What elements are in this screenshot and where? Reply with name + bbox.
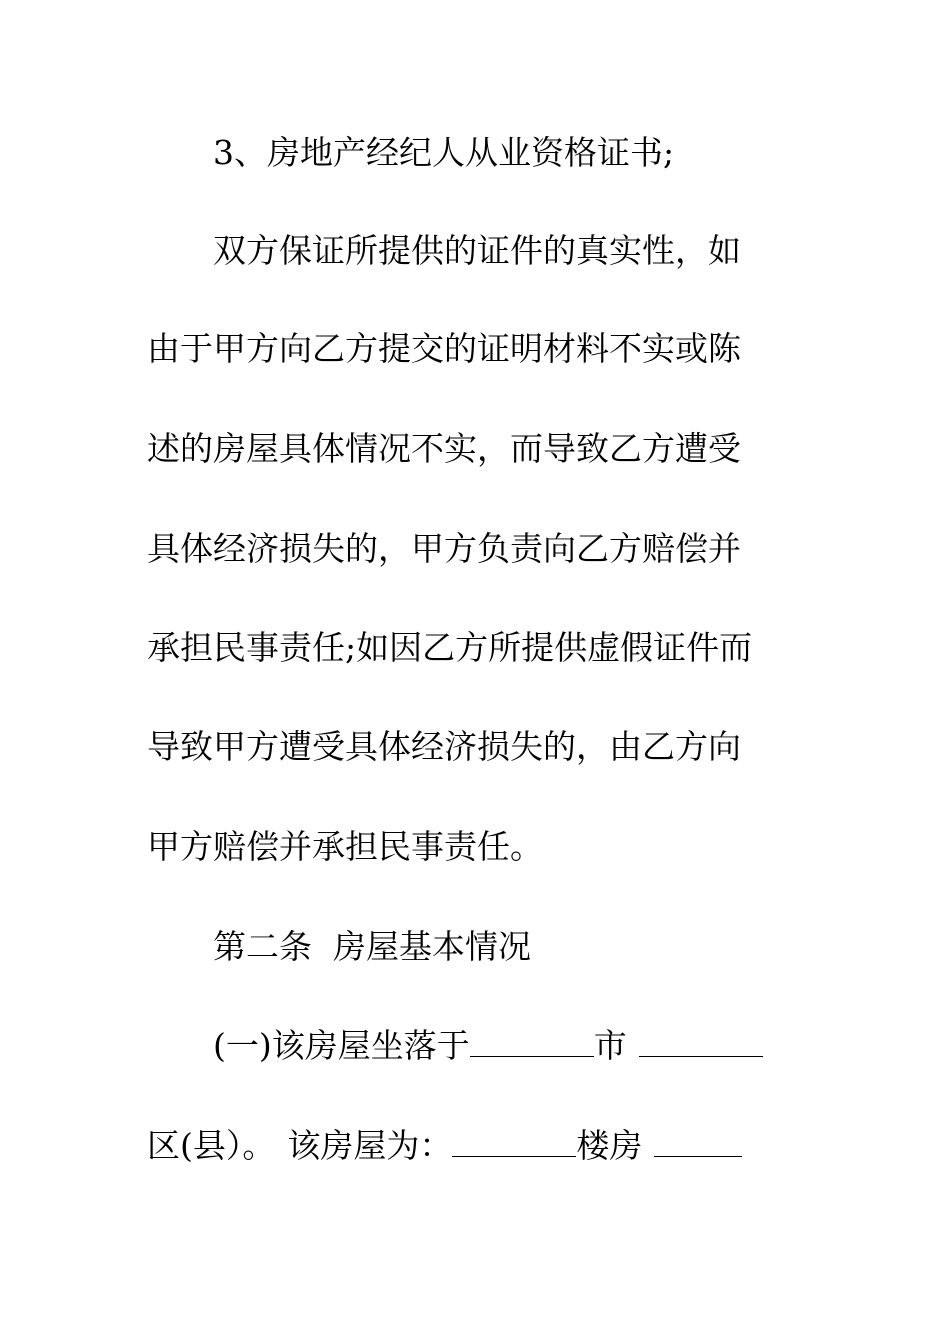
clause-location-line	[213, 1021, 873, 1071]
clause-prefix: (一)该房屋坐落于	[213, 1026, 470, 1065]
building-unit-label: 楼房	[576, 1126, 643, 1165]
paragraph-text: 双方保证所提供的证件的真实性，如	[213, 231, 741, 270]
paragraph-line	[213, 226, 873, 276]
paragraph-text: 具体经济损失的，甲方负责向乙方赔偿并	[147, 529, 741, 568]
clause-house-type-line	[147, 1121, 807, 1171]
section-heading	[213, 922, 873, 972]
house-type-blank[interactable]	[452, 1122, 576, 1157]
list-item-certificate	[213, 128, 873, 178]
paragraph-text: 述的房屋具体情况不实，而导致乙方遭受	[147, 429, 741, 468]
paragraph-line	[147, 324, 807, 374]
floor-blank[interactable]	[654, 1122, 742, 1157]
paragraph-line	[147, 524, 807, 574]
section-heading-text: 第二条 房屋基本情况	[213, 927, 531, 966]
city-unit-label: 市	[593, 1026, 627, 1065]
paragraph-text: 导致甲方遭受具体经济损失的，由乙方向	[147, 727, 741, 766]
paragraph-line	[147, 822, 807, 872]
district-blank[interactable]	[639, 1022, 763, 1057]
paragraph-text: 甲方赔偿并承担民事责任。	[147, 827, 543, 866]
city-blank[interactable]	[470, 1022, 594, 1057]
paragraph-text: 承担民事责任;如因乙方所提供虚假证件而	[147, 628, 753, 667]
house-type-label: 该房屋为：	[287, 1126, 453, 1165]
paragraph-line	[147, 722, 807, 772]
paragraph-text: 由于甲方向乙方提交的证明材料不实或陈	[147, 329, 741, 368]
district-unit-label: 区(县）。	[147, 1126, 276, 1165]
paragraph-line	[147, 623, 807, 673]
paragraph-line: 3、房地产经纪人从业资格证书;	[213, 133, 675, 172]
paragraph-line	[147, 424, 807, 474]
